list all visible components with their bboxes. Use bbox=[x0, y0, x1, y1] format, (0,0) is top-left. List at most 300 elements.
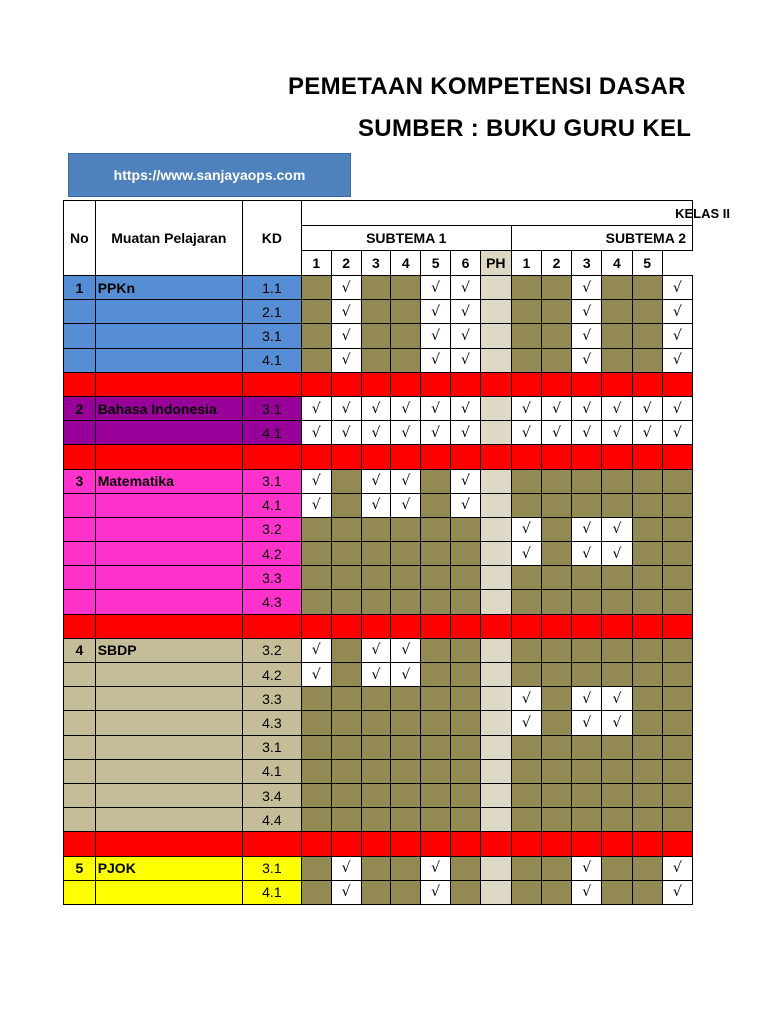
row-number: 3 bbox=[64, 469, 96, 493]
empty-cell bbox=[662, 759, 692, 783]
separator-cell bbox=[662, 372, 692, 396]
kd-value: 4.2 bbox=[242, 663, 301, 687]
separator-cell bbox=[421, 372, 451, 396]
row-number bbox=[64, 566, 96, 590]
empty-cell bbox=[572, 663, 602, 687]
kd-value: 4.1 bbox=[242, 880, 301, 904]
check-cell: √ bbox=[421, 421, 451, 445]
separator-cell bbox=[331, 445, 361, 469]
separator-cell bbox=[95, 832, 242, 856]
separator-cell bbox=[662, 832, 692, 856]
check-cell: √ bbox=[662, 300, 692, 324]
header-col-s1-2: 2 bbox=[331, 251, 361, 276]
check-cell: √ bbox=[421, 348, 451, 372]
empty-cell bbox=[421, 542, 451, 566]
kd-value: 3.2 bbox=[242, 517, 301, 541]
header-col-s1-ph: PH bbox=[480, 251, 511, 276]
empty-cell bbox=[602, 663, 632, 687]
check-cell: √ bbox=[632, 396, 662, 420]
check-cell: √ bbox=[572, 324, 602, 348]
empty-cell bbox=[301, 687, 331, 711]
empty-cell bbox=[632, 300, 662, 324]
website-link[interactable]: https://www.sanjayaops.com bbox=[68, 153, 351, 197]
empty-cell bbox=[361, 542, 391, 566]
separator-cell bbox=[391, 372, 421, 396]
empty-cell bbox=[391, 808, 421, 832]
subject-name bbox=[95, 566, 242, 590]
empty-cell bbox=[632, 687, 662, 711]
table-row bbox=[64, 808, 693, 832]
separator-cell bbox=[572, 832, 602, 856]
header-kelas: KELAS II bbox=[301, 201, 692, 226]
check-cell: √ bbox=[662, 856, 692, 880]
separator-cell bbox=[572, 614, 602, 638]
empty-cell bbox=[662, 469, 692, 493]
subject-name bbox=[95, 735, 242, 759]
page-title-line1: PEMETAAN KOMPETENSI DASAR bbox=[288, 73, 686, 100]
check-cell: √ bbox=[301, 663, 331, 687]
separator-cell bbox=[451, 445, 481, 469]
separator-cell bbox=[602, 832, 632, 856]
check-cell: √ bbox=[602, 396, 632, 420]
empty-cell bbox=[572, 566, 602, 590]
row-number bbox=[64, 493, 96, 517]
empty-cell bbox=[541, 493, 571, 517]
check-cell: √ bbox=[511, 421, 541, 445]
row-number: 2 bbox=[64, 396, 96, 420]
table-row bbox=[64, 687, 693, 711]
check-cell: √ bbox=[602, 517, 632, 541]
empty-cell bbox=[541, 663, 571, 687]
empty-cell bbox=[361, 808, 391, 832]
empty-cell bbox=[662, 493, 692, 517]
empty-cell bbox=[451, 856, 481, 880]
table-row bbox=[64, 590, 693, 614]
separator-cell bbox=[301, 614, 331, 638]
empty-cell bbox=[602, 856, 632, 880]
ph-cell bbox=[480, 735, 511, 759]
separator-cell bbox=[242, 445, 301, 469]
check-cell: √ bbox=[511, 517, 541, 541]
ph-cell bbox=[480, 396, 511, 420]
table-row bbox=[64, 880, 693, 904]
check-cell: √ bbox=[331, 880, 361, 904]
empty-cell bbox=[572, 638, 602, 662]
empty-cell bbox=[662, 783, 692, 807]
empty-cell bbox=[511, 808, 541, 832]
row-number bbox=[64, 783, 96, 807]
empty-cell bbox=[541, 566, 571, 590]
check-cell: √ bbox=[361, 493, 391, 517]
empty-cell bbox=[391, 300, 421, 324]
empty-cell bbox=[511, 469, 541, 493]
separator-cell bbox=[572, 445, 602, 469]
separator-cell bbox=[541, 832, 571, 856]
separator-cell bbox=[632, 832, 662, 856]
empty-cell bbox=[632, 759, 662, 783]
separator-cell bbox=[361, 614, 391, 638]
empty-cell bbox=[391, 783, 421, 807]
row-number bbox=[64, 348, 96, 372]
kd-value: 3.3 bbox=[242, 566, 301, 590]
empty-cell bbox=[301, 517, 331, 541]
row-number bbox=[64, 735, 96, 759]
separator-cell bbox=[632, 445, 662, 469]
separator-cell bbox=[451, 614, 481, 638]
header-kd: KD bbox=[242, 201, 301, 276]
empty-cell bbox=[361, 880, 391, 904]
header-subtema-2: SUBTEMA 2 bbox=[511, 226, 692, 251]
table-row bbox=[64, 566, 693, 590]
check-cell: √ bbox=[451, 348, 481, 372]
check-cell: √ bbox=[511, 396, 541, 420]
empty-cell bbox=[632, 808, 662, 832]
separator-cell bbox=[391, 445, 421, 469]
check-cell: √ bbox=[572, 300, 602, 324]
check-cell: √ bbox=[662, 880, 692, 904]
empty-cell bbox=[632, 493, 662, 517]
check-cell: √ bbox=[541, 396, 571, 420]
header-muatan-pelajaran: Muatan Pelajaran bbox=[95, 201, 242, 276]
empty-cell bbox=[451, 638, 481, 662]
empty-cell bbox=[511, 324, 541, 348]
empty-cell bbox=[391, 880, 421, 904]
subject-name bbox=[95, 421, 242, 445]
subject-name bbox=[95, 711, 242, 735]
subject-name bbox=[95, 687, 242, 711]
separator-cell bbox=[64, 832, 96, 856]
empty-cell bbox=[421, 663, 451, 687]
separator-cell bbox=[421, 614, 451, 638]
empty-cell bbox=[602, 638, 632, 662]
empty-cell bbox=[541, 880, 571, 904]
empty-cell bbox=[632, 711, 662, 735]
empty-cell bbox=[421, 808, 451, 832]
empty-cell bbox=[602, 783, 632, 807]
competency-mapping-table bbox=[63, 200, 730, 905]
check-cell: √ bbox=[572, 517, 602, 541]
row-number bbox=[64, 517, 96, 541]
table-row bbox=[64, 759, 693, 783]
check-cell: √ bbox=[541, 421, 571, 445]
empty-cell bbox=[301, 542, 331, 566]
check-cell: √ bbox=[331, 324, 361, 348]
header-col-s1-4: 4 bbox=[391, 251, 421, 276]
empty-cell bbox=[572, 783, 602, 807]
separator-cell bbox=[451, 372, 481, 396]
empty-cell bbox=[572, 469, 602, 493]
empty-cell bbox=[602, 759, 632, 783]
check-cell: √ bbox=[421, 300, 451, 324]
empty-cell bbox=[632, 324, 662, 348]
check-cell: √ bbox=[301, 469, 331, 493]
check-cell: √ bbox=[391, 663, 421, 687]
check-cell: √ bbox=[602, 421, 632, 445]
separator-cell bbox=[242, 832, 301, 856]
kd-value: 3.1 bbox=[242, 856, 301, 880]
kd-value: 3.1 bbox=[242, 324, 301, 348]
separator-cell bbox=[632, 372, 662, 396]
empty-cell bbox=[451, 566, 481, 590]
check-cell: √ bbox=[572, 880, 602, 904]
check-cell: √ bbox=[361, 421, 391, 445]
ph-cell bbox=[480, 783, 511, 807]
check-cell: √ bbox=[331, 856, 361, 880]
check-cell: √ bbox=[421, 856, 451, 880]
empty-cell bbox=[421, 687, 451, 711]
separator-row bbox=[64, 614, 693, 638]
row-number bbox=[64, 880, 96, 904]
table-row bbox=[64, 542, 693, 566]
ph-cell bbox=[480, 638, 511, 662]
check-cell: √ bbox=[331, 300, 361, 324]
check-cell: √ bbox=[451, 421, 481, 445]
check-cell: √ bbox=[511, 711, 541, 735]
kd-value: 3.1 bbox=[242, 396, 301, 420]
empty-cell bbox=[511, 856, 541, 880]
check-cell: √ bbox=[421, 396, 451, 420]
empty-cell bbox=[301, 590, 331, 614]
empty-cell bbox=[301, 276, 331, 300]
check-cell: √ bbox=[361, 396, 391, 420]
header-col-s2-3: 3 bbox=[572, 251, 602, 276]
empty-cell bbox=[331, 542, 361, 566]
separator-cell bbox=[95, 372, 242, 396]
empty-cell bbox=[541, 469, 571, 493]
check-cell: √ bbox=[391, 469, 421, 493]
empty-cell bbox=[451, 590, 481, 614]
row-number bbox=[64, 421, 96, 445]
empty-cell bbox=[511, 783, 541, 807]
empty-cell bbox=[421, 590, 451, 614]
separator-row bbox=[64, 372, 693, 396]
row-number: 5 bbox=[64, 856, 96, 880]
empty-cell bbox=[331, 783, 361, 807]
empty-cell bbox=[391, 348, 421, 372]
empty-cell bbox=[602, 590, 632, 614]
header-col-s2-4: 4 bbox=[602, 251, 632, 276]
empty-cell bbox=[421, 517, 451, 541]
table-row bbox=[64, 348, 693, 372]
empty-cell bbox=[361, 590, 391, 614]
kd-value: 3.1 bbox=[242, 469, 301, 493]
row-number: 4 bbox=[64, 638, 96, 662]
empty-cell bbox=[662, 542, 692, 566]
row-number bbox=[64, 324, 96, 348]
ph-cell bbox=[480, 566, 511, 590]
empty-cell bbox=[451, 783, 481, 807]
separator-cell bbox=[95, 614, 242, 638]
empty-cell bbox=[361, 856, 391, 880]
separator-cell bbox=[541, 445, 571, 469]
check-cell: √ bbox=[451, 469, 481, 493]
check-cell: √ bbox=[662, 396, 692, 420]
empty-cell bbox=[301, 783, 331, 807]
empty-cell bbox=[361, 783, 391, 807]
separator-cell bbox=[64, 372, 96, 396]
header-col-s1-3: 3 bbox=[361, 251, 391, 276]
kd-value: 4.2 bbox=[242, 542, 301, 566]
check-cell: √ bbox=[331, 421, 361, 445]
empty-cell bbox=[541, 276, 571, 300]
empty-cell bbox=[421, 783, 451, 807]
table-row bbox=[64, 783, 693, 807]
empty-cell bbox=[301, 759, 331, 783]
check-cell: √ bbox=[391, 638, 421, 662]
subject-name bbox=[95, 542, 242, 566]
separator-cell bbox=[391, 614, 421, 638]
ph-cell bbox=[480, 324, 511, 348]
empty-cell bbox=[602, 808, 632, 832]
ph-cell bbox=[480, 880, 511, 904]
check-cell: √ bbox=[451, 324, 481, 348]
kd-value: 4.4 bbox=[242, 808, 301, 832]
header-col-s1-6: 6 bbox=[451, 251, 481, 276]
empty-cell bbox=[572, 808, 602, 832]
table-row bbox=[64, 300, 693, 324]
empty-cell bbox=[331, 808, 361, 832]
separator-cell bbox=[541, 614, 571, 638]
empty-cell bbox=[331, 493, 361, 517]
empty-cell bbox=[662, 711, 692, 735]
separator-cell bbox=[421, 832, 451, 856]
empty-cell bbox=[451, 735, 481, 759]
check-cell: √ bbox=[391, 421, 421, 445]
empty-cell bbox=[451, 880, 481, 904]
check-cell: √ bbox=[662, 348, 692, 372]
separator-cell bbox=[331, 372, 361, 396]
separator-cell bbox=[361, 372, 391, 396]
empty-cell bbox=[511, 348, 541, 372]
empty-cell bbox=[391, 759, 421, 783]
separator-cell bbox=[301, 832, 331, 856]
empty-cell bbox=[451, 517, 481, 541]
empty-cell bbox=[572, 493, 602, 517]
check-cell: √ bbox=[331, 276, 361, 300]
empty-cell bbox=[541, 687, 571, 711]
check-cell: √ bbox=[451, 396, 481, 420]
empty-cell bbox=[301, 566, 331, 590]
ph-cell bbox=[480, 711, 511, 735]
empty-cell bbox=[572, 590, 602, 614]
table-row bbox=[64, 663, 693, 687]
check-cell: √ bbox=[632, 421, 662, 445]
separator-cell bbox=[541, 372, 571, 396]
empty-cell bbox=[602, 735, 632, 759]
check-cell: √ bbox=[602, 687, 632, 711]
empty-cell bbox=[301, 808, 331, 832]
check-cell: √ bbox=[602, 711, 632, 735]
empty-cell bbox=[632, 542, 662, 566]
empty-cell bbox=[421, 735, 451, 759]
header-col-s2-2: 2 bbox=[541, 251, 571, 276]
check-cell: √ bbox=[421, 324, 451, 348]
empty-cell bbox=[662, 735, 692, 759]
ph-cell bbox=[480, 759, 511, 783]
empty-cell bbox=[541, 638, 571, 662]
empty-cell bbox=[451, 542, 481, 566]
separator-cell bbox=[64, 445, 96, 469]
ph-cell bbox=[480, 469, 511, 493]
empty-cell bbox=[331, 735, 361, 759]
check-cell: √ bbox=[361, 663, 391, 687]
empty-cell bbox=[331, 469, 361, 493]
page-title-line2: SUMBER : BUKU GURU KEL bbox=[358, 115, 692, 142]
ph-cell bbox=[480, 348, 511, 372]
check-cell: √ bbox=[662, 276, 692, 300]
check-cell: √ bbox=[572, 396, 602, 420]
empty-cell bbox=[391, 276, 421, 300]
subject-name: PPKn bbox=[95, 276, 242, 300]
table-row bbox=[64, 421, 693, 445]
empty-cell bbox=[451, 687, 481, 711]
empty-cell bbox=[632, 517, 662, 541]
empty-cell bbox=[451, 663, 481, 687]
empty-cell bbox=[451, 759, 481, 783]
check-cell: √ bbox=[451, 300, 481, 324]
row-number bbox=[64, 590, 96, 614]
empty-cell bbox=[511, 663, 541, 687]
ph-cell bbox=[480, 590, 511, 614]
empty-cell bbox=[511, 638, 541, 662]
empty-cell bbox=[391, 542, 421, 566]
empty-cell bbox=[331, 566, 361, 590]
empty-cell bbox=[421, 566, 451, 590]
empty-cell bbox=[391, 856, 421, 880]
check-cell: √ bbox=[331, 396, 361, 420]
empty-cell bbox=[391, 590, 421, 614]
separator-cell bbox=[331, 832, 361, 856]
check-cell: √ bbox=[572, 348, 602, 372]
empty-cell bbox=[541, 759, 571, 783]
empty-cell bbox=[301, 348, 331, 372]
empty-cell bbox=[361, 687, 391, 711]
header-col-s1-1: 1 bbox=[301, 251, 331, 276]
check-cell: √ bbox=[421, 276, 451, 300]
empty-cell bbox=[331, 517, 361, 541]
check-cell: √ bbox=[572, 276, 602, 300]
empty-cell bbox=[632, 638, 662, 662]
row-number bbox=[64, 711, 96, 735]
row-number: 1 bbox=[64, 276, 96, 300]
separator-cell bbox=[511, 614, 541, 638]
check-cell: √ bbox=[391, 493, 421, 517]
ph-cell bbox=[480, 517, 511, 541]
kd-value: 3.2 bbox=[242, 638, 301, 662]
empty-cell bbox=[662, 808, 692, 832]
empty-cell bbox=[331, 687, 361, 711]
empty-cell bbox=[331, 663, 361, 687]
header-subtema-1: SUBTEMA 1 bbox=[301, 226, 511, 251]
table-row bbox=[64, 856, 693, 880]
kd-value: 1.1 bbox=[242, 276, 301, 300]
check-cell: √ bbox=[361, 638, 391, 662]
empty-cell bbox=[632, 856, 662, 880]
empty-cell bbox=[541, 590, 571, 614]
empty-cell bbox=[541, 517, 571, 541]
empty-cell bbox=[632, 469, 662, 493]
empty-cell bbox=[662, 517, 692, 541]
empty-cell bbox=[331, 711, 361, 735]
empty-cell bbox=[541, 324, 571, 348]
empty-cell bbox=[572, 735, 602, 759]
subject-name bbox=[95, 590, 242, 614]
kd-value: 4.1 bbox=[242, 421, 301, 445]
table-row bbox=[64, 517, 693, 541]
separator-cell bbox=[242, 372, 301, 396]
ph-cell bbox=[480, 687, 511, 711]
kd-value: 3.3 bbox=[242, 687, 301, 711]
